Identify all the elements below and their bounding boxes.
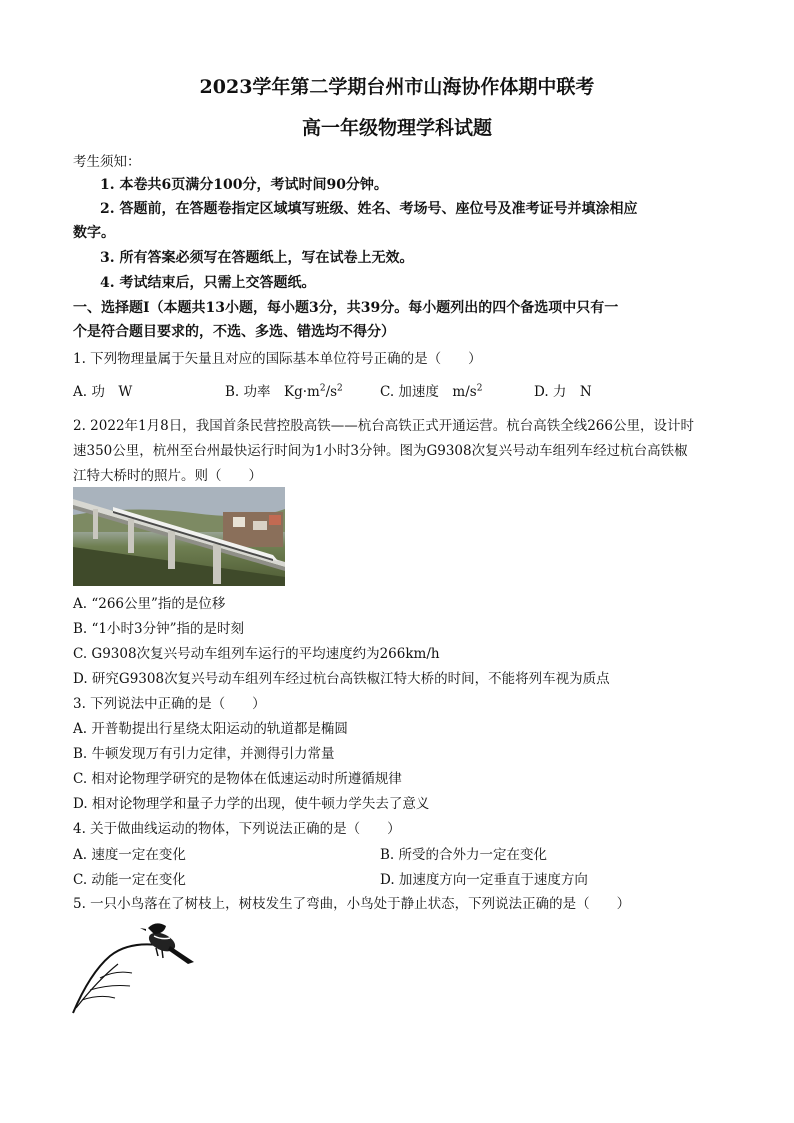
exam-subtitle: 高一年级物理学科试题 — [301, 117, 492, 139]
q2-option-d: D. 研究G9308次复兴号动车组列车经过杭台高铁椒江特大桥的时间，不能将列车视为质点 — [73, 671, 610, 687]
q1-option-c: C. 加速度 $m/s^2$ — [380, 383, 483, 400]
q4-option-d: D. 加速度方向一定垂直于速度方向 — [380, 872, 588, 888]
notice-item-2: 2. 答题前，在答题卷指定区域填写班级、姓名、考场号、座位号及准考证号并填涂相应 — [100, 201, 638, 217]
notice-heading: 考生须知： — [73, 154, 141, 170]
q3-option-d: D. 相对论物理学和量子力学的出现，使牛顿力学失去了意义 — [73, 796, 430, 812]
exam-title: 2023学年第二学期台州市山海协作体期中联考 — [199, 76, 595, 98]
q3-option-b: B. 牛顿发现万有引力定律，并测得引力常量 — [73, 746, 335, 762]
q4-option-c: C. 动能一定在变化 — [73, 872, 186, 888]
q2-stem-line2: 速350公里，杭州至台州最快运行时间为1小时3分钟。图为G9308次复兴号动车组列车经过杭台高铁椒 — [73, 443, 688, 459]
notice-item-1: 1. 本卷共6页满分100分，考试时间90分钟。 — [100, 177, 388, 193]
notice-item-4: 4. 考试结束后，只需上交答题纸。 — [100, 275, 316, 291]
q2-option-b: B. “1小时3分钟”指的是时刻 — [73, 621, 244, 637]
section-heading-line2: 个是符合题目要求的，不选、多选、错选均不得分） — [73, 324, 395, 340]
q4-option-a: A. 速度一定在变化 — [73, 847, 186, 863]
q5-stem: 5. 一只小鸟落在了树枝上，树枝发生了弯曲，小鸟处于静止状态，下列说法正确的是（ ） — [73, 896, 631, 912]
q1-option-b: B. 功率 $Kg\cdot m^2/s^2$ — [225, 383, 343, 400]
q3-option-c: C. 相对论物理学研究的是物体在低速运动时所遵循规律 — [73, 771, 402, 787]
notice-item-3: 3. 所有答案必须写在答题纸上，写在试卷上无效。 — [100, 250, 414, 266]
q1-option-d: D. 力 N — [534, 384, 592, 400]
q4-stem: 4. 关于做曲线运动的物体，下列说法正确的是（ ） — [73, 821, 401, 837]
q1-stem: 1. 下列物理量属于矢量且对应的国际基本单位符号正确的是（ ） — [73, 351, 482, 367]
section-heading-line1: 一、选择题Ⅰ（本题共13小题，每小题3分，共39分。每小题列出的四个备选项中只有一 — [73, 300, 619, 316]
q4-option-b: B. 所受的合外力一定在变化 — [380, 847, 548, 863]
train-bridge-photo — [73, 487, 285, 586]
bird-on-branch-illustration — [70, 918, 200, 1016]
q3-option-a: A. 开普勒提出行星绕太阳运动的轨道都是椭圆 — [73, 721, 348, 737]
q1-option-a: A. 功 W — [73, 384, 133, 400]
notice-item-2-cont: 数字。 — [73, 225, 115, 241]
q2-option-a: A. “266公里”指的是位移 — [73, 596, 226, 612]
q2-stem-line1: 2. 2022年1月8日，我国首条民营控股高铁——杭台高铁正式开通运营。杭台高铁全线266公里，设计时 — [73, 418, 694, 434]
q2-stem-line3: 江特大桥时的照片。则（ ） — [73, 468, 262, 484]
q3-stem: 3. 下列说法中正确的是（ ） — [73, 696, 266, 712]
q2-option-c: C. G9308次复兴号动车组列车运行的平均速度约为266km/h — [73, 646, 440, 662]
